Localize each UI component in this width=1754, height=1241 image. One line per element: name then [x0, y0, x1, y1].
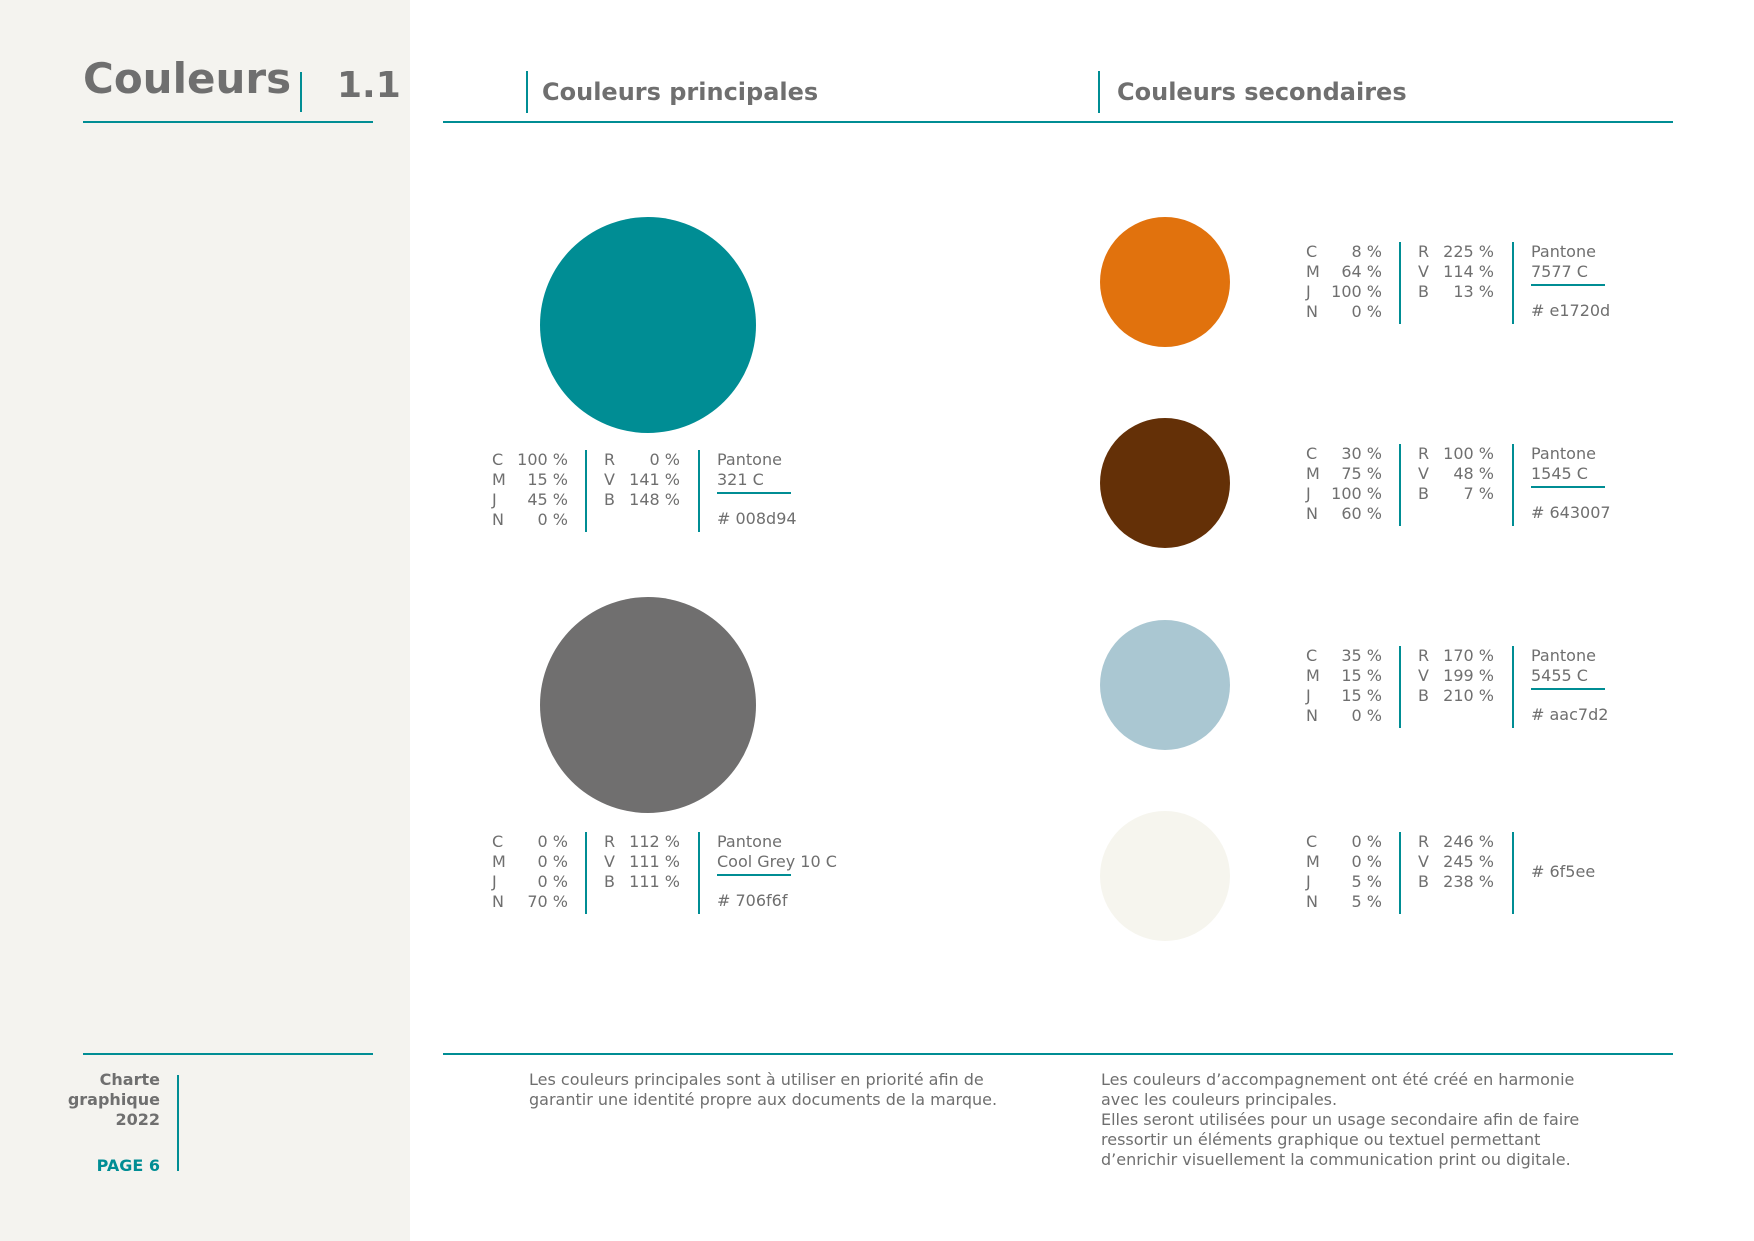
- page-title: Couleurs: [83, 54, 292, 103]
- hex-code: # 643007: [1531, 503, 1611, 522]
- specs-divider: [698, 832, 700, 914]
- note-line: Les couleurs d’accompagnement ont été créé en harmonie: [1101, 1070, 1575, 1089]
- cmjn-values: [1326, 242, 1382, 322]
- cmjn-label: J: [1306, 872, 1311, 891]
- rvb-label: V: [604, 852, 615, 871]
- rvb-label: R: [604, 832, 616, 851]
- note-line: Les couleurs principales sont à utiliser en priorité afin de: [529, 1070, 984, 1089]
- cmjn-labels: [492, 450, 512, 530]
- cmjn-label: N: [1306, 892, 1318, 911]
- rvb-label: B: [1418, 282, 1429, 301]
- secondary-colors-heading: Couleurs secondaires: [1117, 78, 1407, 106]
- rvb-label: V: [604, 470, 615, 489]
- pantone-reference: [717, 832, 837, 872]
- cmjn-value: 0 %: [537, 510, 568, 529]
- cmjn-value: 60 %: [1341, 504, 1382, 523]
- cmjn-label: J: [492, 872, 497, 891]
- cmjn-label: M: [1306, 464, 1320, 483]
- cmjn-label: M: [1306, 852, 1320, 871]
- footer-divider: [177, 1075, 179, 1171]
- rvb-value: 13 %: [1453, 282, 1494, 301]
- cmjn-label: M: [492, 470, 506, 489]
- note-line: Elles seront utilisées pour un usage secondaire afin de faire: [1101, 1110, 1580, 1129]
- specs-divider: [1512, 832, 1514, 914]
- specs-divider: [1512, 242, 1514, 324]
- cmjn-value: 0 %: [1351, 302, 1382, 321]
- primary-heading-bar: [526, 71, 528, 113]
- cmjn-label: M: [492, 852, 506, 871]
- rvb-label: R: [1418, 444, 1430, 463]
- cmjn-label: M: [1306, 262, 1320, 281]
- cmjn-labels: [1306, 832, 1326, 912]
- cmjn-value: 15 %: [1341, 686, 1382, 705]
- note-line: ressortir un éléments graphique ou textuel permettant: [1101, 1130, 1541, 1149]
- cmjn-label: N: [1306, 302, 1318, 321]
- rvb-labels: [1418, 242, 1438, 302]
- cmjn-label: N: [492, 892, 504, 911]
- color-specs: [1306, 242, 1666, 326]
- rvb-label: V: [1418, 464, 1429, 483]
- rvb-values: [622, 832, 680, 892]
- primary-colors-note: [529, 1070, 997, 1110]
- hex-code: # 706f6f: [717, 891, 788, 910]
- color-specs: [1306, 832, 1666, 916]
- pantone-line: Pantone: [717, 450, 782, 469]
- note-line: avec les couleurs principales.: [1101, 1090, 1338, 1109]
- specs-divider: [585, 450, 587, 532]
- specs-divider: [1399, 646, 1401, 728]
- section-number: 1.1: [337, 65, 401, 106]
- specs-divider: [1399, 832, 1401, 914]
- cmjn-label: C: [492, 450, 504, 469]
- color-swatch: [1100, 811, 1230, 941]
- document-name-line: Charte: [99, 1070, 160, 1089]
- pantone-rule: [717, 874, 791, 876]
- cmjn-value: 75 %: [1341, 464, 1382, 483]
- cmjn-label: C: [1306, 242, 1318, 261]
- pantone-rule: [1531, 486, 1605, 488]
- hex-code: # aac7d2: [1531, 705, 1609, 724]
- cmjn-label: C: [492, 832, 504, 851]
- cmjn-value: 64 %: [1341, 262, 1382, 281]
- cmjn-value: 5 %: [1351, 872, 1382, 891]
- document-year: 2022: [115, 1110, 160, 1129]
- rvb-label: B: [1418, 686, 1429, 705]
- pantone-reference: [717, 450, 782, 490]
- cmjn-value: 100 %: [1331, 484, 1382, 503]
- pantone-line: Pantone: [1531, 444, 1596, 463]
- rvb-value: 170 %: [1443, 646, 1494, 665]
- rvb-value: 199 %: [1443, 666, 1494, 685]
- cmjn-label: N: [1306, 706, 1318, 725]
- cmjn-value: 0 %: [537, 852, 568, 871]
- rvb-values: [622, 450, 680, 510]
- cmjn-label: N: [1306, 504, 1318, 523]
- pantone-reference: [1531, 242, 1596, 282]
- color-swatch: [1100, 217, 1230, 347]
- rvb-label: V: [1418, 852, 1429, 871]
- rvb-labels: [604, 832, 624, 892]
- cmjn-label: C: [1306, 832, 1318, 851]
- rvb-value: 148 %: [629, 490, 680, 509]
- color-swatch: [540, 597, 756, 813]
- cmjn-value: 35 %: [1341, 646, 1382, 665]
- pantone-rule: [1531, 688, 1605, 690]
- cmjn-labels: [492, 832, 512, 912]
- pantone-line: Pantone: [1531, 646, 1596, 665]
- cmjn-value: 15 %: [527, 470, 568, 489]
- rvb-values: [1436, 242, 1494, 302]
- pantone-line: 5455 C: [1531, 666, 1588, 685]
- cmjn-labels: [1306, 444, 1326, 524]
- pantone-line: 321 C: [717, 470, 764, 489]
- rvb-value: 141 %: [629, 470, 680, 489]
- color-specs: [492, 450, 852, 534]
- specs-divider: [698, 450, 700, 532]
- rvb-value: 111 %: [629, 872, 680, 891]
- cmjn-label: C: [1306, 444, 1318, 463]
- pantone-line: 7577 C: [1531, 262, 1588, 281]
- rvb-labels: [1418, 646, 1438, 706]
- cmjn-value: 45 %: [527, 490, 568, 509]
- rvb-value: 238 %: [1443, 872, 1494, 891]
- color-swatch: [1100, 418, 1230, 548]
- rvb-values: [1436, 646, 1494, 706]
- document-name: [60, 1070, 160, 1130]
- cmjn-label: M: [1306, 666, 1320, 685]
- rvb-value: 112 %: [629, 832, 680, 851]
- document-name-line: graphique: [67, 1090, 160, 1109]
- note-line: garantir une identité propre aux documents de la marque.: [529, 1090, 998, 1109]
- pantone-rule: [717, 492, 791, 494]
- rvb-label: B: [1418, 872, 1429, 891]
- specs-divider: [1512, 646, 1514, 728]
- rvb-label: R: [1418, 646, 1430, 665]
- rvb-values: [1436, 444, 1494, 504]
- rvb-labels: [1418, 444, 1438, 504]
- cmjn-label: J: [1306, 282, 1311, 301]
- pantone-rule: [1531, 284, 1605, 286]
- rvb-value: 210 %: [1443, 686, 1494, 705]
- hex-code: # 6f5ee: [1531, 862, 1596, 881]
- pantone-reference: [1531, 444, 1596, 484]
- rvb-value: 246 %: [1443, 832, 1494, 851]
- footer-rule-main: [443, 1053, 1673, 1055]
- cmjn-value: 0 %: [1351, 706, 1382, 725]
- cmjn-value: 0 %: [537, 872, 568, 891]
- secondary-colors-note: [1101, 1070, 1579, 1170]
- cmjn-value: 0 %: [537, 832, 568, 851]
- color-specs: [1306, 646, 1666, 730]
- cmjn-values: [1326, 832, 1382, 912]
- rvb-value: 100 %: [1443, 444, 1494, 463]
- specs-divider: [1399, 444, 1401, 526]
- pantone-reference: [1531, 646, 1596, 686]
- cmjn-value: 0 %: [1351, 852, 1382, 871]
- specs-divider: [1399, 242, 1401, 324]
- rvb-value: 225 %: [1443, 242, 1494, 261]
- rvb-value: 114 %: [1443, 262, 1494, 281]
- rvb-labels: [604, 450, 624, 510]
- cmjn-label: J: [492, 490, 497, 509]
- note-line: d’enrichir visuellement la communication print ou digitale.: [1101, 1150, 1571, 1169]
- cmjn-value: 5 %: [1351, 892, 1382, 911]
- rvb-value: 111 %: [629, 852, 680, 871]
- header-rule: [443, 121, 1673, 123]
- rvb-label: V: [1418, 262, 1429, 281]
- rvb-values: [1436, 832, 1494, 892]
- cmjn-label: N: [492, 510, 504, 529]
- rvb-label: B: [604, 872, 615, 891]
- cmjn-label: J: [1306, 484, 1311, 503]
- specs-divider: [585, 832, 587, 914]
- cmjn-value: 100 %: [517, 450, 568, 469]
- rvb-label: R: [1418, 242, 1430, 261]
- cmjn-value: 30 %: [1341, 444, 1382, 463]
- cmjn-values: [512, 450, 568, 530]
- cmjn-value: 100 %: [1331, 282, 1382, 301]
- title-rule: [83, 121, 373, 123]
- page-number: PAGE 6: [96, 1156, 160, 1175]
- cmjn-values: [1326, 646, 1382, 726]
- hex-code: # 008d94: [717, 509, 797, 528]
- specs-divider: [1512, 444, 1514, 526]
- pantone-line: Cool Grey 10 C: [717, 852, 837, 871]
- color-swatch: [1100, 620, 1230, 750]
- rvb-label: R: [604, 450, 616, 469]
- primary-colors-heading: Couleurs principales: [542, 78, 819, 106]
- rvb-value: 7 %: [1463, 484, 1494, 503]
- cmjn-value: 0 %: [1351, 832, 1382, 851]
- rvb-value: 48 %: [1453, 464, 1494, 483]
- color-specs: [1306, 444, 1666, 528]
- rvb-labels: [1418, 832, 1438, 892]
- color-swatch: [540, 217, 756, 433]
- pantone-line: Pantone: [1531, 242, 1596, 261]
- cmjn-values: [512, 832, 568, 912]
- cmjn-label: C: [1306, 646, 1318, 665]
- rvb-value: 245 %: [1443, 852, 1494, 871]
- secondary-heading-bar: [1098, 71, 1100, 113]
- cmjn-value: 15 %: [1341, 666, 1382, 685]
- rvb-label: B: [604, 490, 615, 509]
- footer-rule-sidebar: [83, 1053, 373, 1055]
- color-specs: [492, 832, 852, 916]
- pantone-line: Pantone: [717, 832, 782, 851]
- rvb-label: R: [1418, 832, 1430, 851]
- cmjn-labels: [1306, 242, 1326, 322]
- rvb-label: V: [1418, 666, 1429, 685]
- rvb-value: 0 %: [649, 450, 680, 469]
- cmjn-values: [1326, 444, 1382, 524]
- rvb-label: B: [1418, 484, 1429, 503]
- hex-code: # e1720d: [1531, 301, 1611, 320]
- pantone-line: 1545 C: [1531, 464, 1588, 483]
- cmjn-label: J: [1306, 686, 1311, 705]
- title-divider: [300, 72, 302, 112]
- cmjn-value: 8 %: [1351, 242, 1382, 261]
- cmjn-value: 70 %: [527, 892, 568, 911]
- cmjn-labels: [1306, 646, 1326, 726]
